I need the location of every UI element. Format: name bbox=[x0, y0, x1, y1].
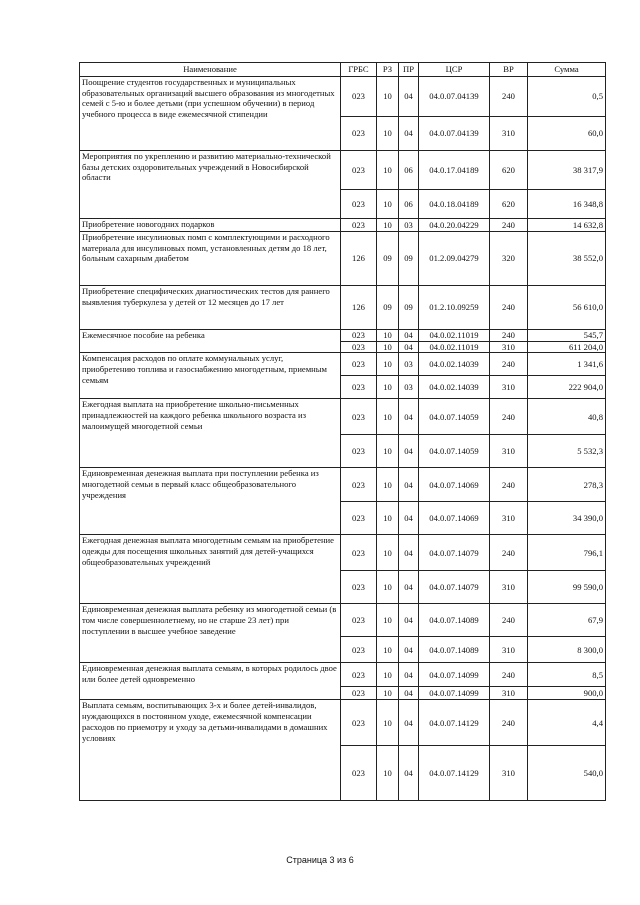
csr-cell: 04.0.02.11019 bbox=[419, 341, 490, 353]
item-name-cell: Приобретение инсулиновых помп с комплектующими и расходного материала для инсулиновых помп, установленных детям до 18 лет, больным сахарным диабетом bbox=[80, 232, 341, 286]
csr-cell: 04.0.17.04189 bbox=[419, 151, 490, 190]
vr-cell: 310 bbox=[490, 637, 528, 663]
table-row bbox=[80, 77, 606, 117]
vr-cell: 310 bbox=[490, 687, 528, 700]
rz-cell: 10 bbox=[377, 435, 399, 468]
sum-cell: 16 348,8 bbox=[528, 190, 606, 219]
grbs-cell: 023 bbox=[341, 219, 377, 232]
grbs-cell: 023 bbox=[341, 341, 377, 353]
item-name-cell: Ежемесячное пособие на ребенка bbox=[80, 330, 341, 353]
table-row bbox=[80, 330, 606, 342]
table-body bbox=[80, 77, 606, 801]
rz-cell: 10 bbox=[377, 687, 399, 700]
table-row bbox=[80, 535, 606, 571]
csr-cell: 04.0.07.04139 bbox=[419, 117, 490, 151]
pr-cell: 03 bbox=[399, 353, 419, 376]
pr-cell: 03 bbox=[399, 376, 419, 399]
page-number: Страница 3 из 6 bbox=[286, 855, 354, 865]
rz-cell: 10 bbox=[377, 190, 399, 219]
rz-cell: 10 bbox=[377, 746, 399, 801]
table-header-row bbox=[80, 63, 606, 77]
pr-cell: 03 bbox=[399, 219, 419, 232]
csr-cell: 01.2.10.09259 bbox=[419, 286, 490, 330]
csr-cell: 04.0.07.14059 bbox=[419, 435, 490, 468]
grbs-cell: 023 bbox=[341, 604, 377, 637]
csr-cell: 04.0.07.14079 bbox=[419, 535, 490, 571]
sum-cell: 4,4 bbox=[528, 700, 606, 746]
pr-cell: 06 bbox=[399, 151, 419, 190]
header-vr: ВР bbox=[490, 63, 528, 77]
budget-table bbox=[79, 62, 606, 801]
vr-cell: 240 bbox=[490, 604, 528, 637]
csr-cell: 01.2.09.04279 bbox=[419, 232, 490, 286]
vr-cell: 310 bbox=[490, 502, 528, 535]
pr-cell: 04 bbox=[399, 502, 419, 535]
vr-cell: 310 bbox=[490, 376, 528, 399]
rz-cell: 10 bbox=[377, 117, 399, 151]
csr-cell: 04.0.07.14099 bbox=[419, 687, 490, 700]
pr-cell: 04 bbox=[399, 604, 419, 637]
grbs-cell: 023 bbox=[341, 399, 377, 435]
csr-cell: 04.0.07.14089 bbox=[419, 604, 490, 637]
csr-cell: 04.0.07.14099 bbox=[419, 663, 490, 687]
vr-cell: 240 bbox=[490, 468, 528, 502]
item-name-cell: Единовременная денежная выплата при поступлении ребенка из многодетной семьи в первый класс общеобразовательного учреждения bbox=[80, 468, 341, 535]
csr-cell: 04.0.02.11019 bbox=[419, 330, 490, 342]
sum-cell: 278,3 bbox=[528, 468, 606, 502]
pr-cell: 04 bbox=[399, 571, 419, 604]
grbs-cell: 023 bbox=[341, 376, 377, 399]
rz-cell: 10 bbox=[377, 663, 399, 687]
sum-cell: 99 590,0 bbox=[528, 571, 606, 604]
item-name-cell: Единовременная денежная выплата ребенку из многодетной семьи (в том числе совершеннолетнему, но не старше 23 лет) при поступлении в высшее учебное заведение bbox=[80, 604, 341, 663]
csr-cell: 04.0.07.14129 bbox=[419, 746, 490, 801]
vr-cell: 620 bbox=[490, 151, 528, 190]
csr-cell: 04.0.02.14039 bbox=[419, 376, 490, 399]
item-name-cell: Приобретение специфических диагностических тестов для раннего выявления туберкулеза у детей от 12 месяцев до 17 лет bbox=[80, 286, 341, 330]
rz-cell: 10 bbox=[377, 700, 399, 746]
pr-cell: 04 bbox=[399, 117, 419, 151]
vr-cell: 320 bbox=[490, 232, 528, 286]
vr-cell: 240 bbox=[490, 286, 528, 330]
sum-cell: 67,9 bbox=[528, 604, 606, 637]
pr-cell: 09 bbox=[399, 232, 419, 286]
vr-cell: 310 bbox=[490, 341, 528, 353]
header-rz: РЗ bbox=[377, 63, 399, 77]
sum-cell: 38 552,0 bbox=[528, 232, 606, 286]
grbs-cell: 023 bbox=[341, 535, 377, 571]
rz-cell: 10 bbox=[377, 219, 399, 232]
grbs-cell: 023 bbox=[341, 687, 377, 700]
rz-cell: 10 bbox=[377, 151, 399, 190]
rz-cell: 10 bbox=[377, 353, 399, 376]
sum-cell: 1 341,6 bbox=[528, 353, 606, 376]
sum-cell: 5 532,3 bbox=[528, 435, 606, 468]
table-row bbox=[80, 232, 606, 286]
sum-cell: 796,1 bbox=[528, 535, 606, 571]
table-row bbox=[80, 399, 606, 435]
pr-cell: 09 bbox=[399, 286, 419, 330]
item-name-cell: Выплата семьям, воспитывающих 3-х и более детей-инвалидов, нуждающихся в постоянном уходе, ежемесячной компенсации расходов по приемотру и уходу за детьми-инвалидами в домашних условиях bbox=[80, 700, 341, 801]
grbs-cell: 023 bbox=[341, 435, 377, 468]
pr-cell: 04 bbox=[399, 435, 419, 468]
vr-cell: 240 bbox=[490, 353, 528, 376]
sum-cell: 40,8 bbox=[528, 399, 606, 435]
grbs-cell: 023 bbox=[341, 637, 377, 663]
pr-cell: 04 bbox=[399, 535, 419, 571]
vr-cell: 240 bbox=[490, 77, 528, 117]
item-name-cell: Компенсация расходов по оплате коммунальных услуг, приобретению топлива и газоснабжению многодетным, приемным семьям bbox=[80, 353, 341, 399]
table-row bbox=[80, 700, 606, 746]
vr-cell: 240 bbox=[490, 663, 528, 687]
sum-cell: 222 904,0 bbox=[528, 376, 606, 399]
csr-cell: 04.0.07.14069 bbox=[419, 502, 490, 535]
vr-cell: 310 bbox=[490, 117, 528, 151]
sum-cell: 14 632,8 bbox=[528, 219, 606, 232]
vr-cell: 310 bbox=[490, 435, 528, 468]
rz-cell: 10 bbox=[377, 468, 399, 502]
csr-cell: 04.0.07.14089 bbox=[419, 637, 490, 663]
rz-cell: 10 bbox=[377, 571, 399, 604]
csr-cell: 04.0.07.14129 bbox=[419, 700, 490, 746]
item-name-cell: Ежегодная выплата на приобретение школьно-письменных принадлежностей на каждого ребенка школьного возраста из малоимущей многодетной семьи bbox=[80, 399, 341, 468]
item-name-cell: Единовременная денежная выплата семьям, в которых родилось двое или более детей одновременно bbox=[80, 663, 341, 700]
vr-cell: 240 bbox=[490, 399, 528, 435]
pr-cell: 04 bbox=[399, 746, 419, 801]
sum-cell: 611 204,0 bbox=[528, 341, 606, 353]
csr-cell: 04.0.07.14079 bbox=[419, 571, 490, 604]
table-row bbox=[80, 219, 606, 232]
vr-cell: 240 bbox=[490, 700, 528, 746]
grbs-cell: 023 bbox=[341, 330, 377, 342]
grbs-cell: 023 bbox=[341, 77, 377, 117]
csr-cell: 04.0.07.14069 bbox=[419, 468, 490, 502]
table-row bbox=[80, 663, 606, 687]
pr-cell: 04 bbox=[399, 341, 419, 353]
rz-cell: 09 bbox=[377, 232, 399, 286]
grbs-cell: 126 bbox=[341, 232, 377, 286]
rz-cell: 10 bbox=[377, 341, 399, 353]
vr-cell: 310 bbox=[490, 571, 528, 604]
pr-cell: 04 bbox=[399, 663, 419, 687]
item-name-cell: Приобретение новогодних подарков bbox=[80, 219, 341, 232]
rz-cell: 10 bbox=[377, 376, 399, 399]
sum-cell: 8 300,0 bbox=[528, 637, 606, 663]
item-name-cell: Мероприятия по укреплению и развитию материально-технической базы детских оздоровительных учреждений в Новосибирской области bbox=[80, 151, 341, 219]
vr-cell: 240 bbox=[490, 535, 528, 571]
grbs-cell: 126 bbox=[341, 286, 377, 330]
vr-cell: 240 bbox=[490, 219, 528, 232]
item-name-cell: Поощрение студентов государственных и муниципальных образовательных организаций высшего образования из многодетных семей с 5-ю и более детьми (при успешном обучении) в период учебного процесса в виде ежемесячной стипендии bbox=[80, 77, 341, 151]
rz-cell: 10 bbox=[377, 604, 399, 637]
vr-cell: 310 bbox=[490, 746, 528, 801]
header-name: Наименование bbox=[80, 63, 341, 77]
rz-cell: 10 bbox=[377, 77, 399, 117]
header-pr: ПР bbox=[399, 63, 419, 77]
grbs-cell: 023 bbox=[341, 117, 377, 151]
csr-cell: 04.0.07.04139 bbox=[419, 77, 490, 117]
csr-cell: 04.0.18.04189 bbox=[419, 190, 490, 219]
pr-cell: 04 bbox=[399, 399, 419, 435]
rz-cell: 10 bbox=[377, 502, 399, 535]
sum-cell: 545,7 bbox=[528, 330, 606, 342]
pr-cell: 04 bbox=[399, 637, 419, 663]
pr-cell: 06 bbox=[399, 190, 419, 219]
header-csr: ЦСР bbox=[419, 63, 490, 77]
pr-cell: 04 bbox=[399, 77, 419, 117]
pr-cell: 04 bbox=[399, 700, 419, 746]
sum-cell: 56 610,0 bbox=[528, 286, 606, 330]
rz-cell: 10 bbox=[377, 637, 399, 663]
grbs-cell: 023 bbox=[341, 502, 377, 535]
table-row bbox=[80, 353, 606, 376]
grbs-cell: 023 bbox=[341, 190, 377, 219]
rz-cell: 09 bbox=[377, 286, 399, 330]
header-grbs: ГРБС bbox=[341, 63, 377, 77]
header-sum: Сумма bbox=[528, 63, 606, 77]
sum-cell: 8,5 bbox=[528, 663, 606, 687]
rz-cell: 10 bbox=[377, 535, 399, 571]
grbs-cell: 023 bbox=[341, 663, 377, 687]
vr-cell: 620 bbox=[490, 190, 528, 219]
grbs-cell: 023 bbox=[341, 151, 377, 190]
grbs-cell: 023 bbox=[341, 700, 377, 746]
sum-cell: 34 390,0 bbox=[528, 502, 606, 535]
item-name-cell: Ежегодная денежная выплата многодетным семьям на приобретение одежды для посещения школьных занятий для детей-учащихся общеобразовательных учреждений bbox=[80, 535, 341, 604]
pr-cell: 04 bbox=[399, 330, 419, 342]
sum-cell: 540,0 bbox=[528, 746, 606, 801]
table-row bbox=[80, 151, 606, 190]
grbs-cell: 023 bbox=[341, 746, 377, 801]
csr-cell: 04.0.20.04229 bbox=[419, 219, 490, 232]
table-row bbox=[80, 468, 606, 502]
pr-cell: 04 bbox=[399, 468, 419, 502]
vr-cell: 240 bbox=[490, 330, 528, 342]
rz-cell: 10 bbox=[377, 399, 399, 435]
grbs-cell: 023 bbox=[341, 571, 377, 604]
grbs-cell: 023 bbox=[341, 353, 377, 376]
table-row bbox=[80, 286, 606, 330]
sum-cell: 38 317,9 bbox=[528, 151, 606, 190]
grbs-cell: 023 bbox=[341, 468, 377, 502]
sum-cell: 60,0 bbox=[528, 117, 606, 151]
table-row bbox=[80, 604, 606, 637]
csr-cell: 04.0.07.14059 bbox=[419, 399, 490, 435]
rz-cell: 10 bbox=[377, 330, 399, 342]
sum-cell: 900,0 bbox=[528, 687, 606, 700]
pr-cell: 04 bbox=[399, 687, 419, 700]
sum-cell: 0,5 bbox=[528, 77, 606, 117]
csr-cell: 04.0.02.14039 bbox=[419, 353, 490, 376]
